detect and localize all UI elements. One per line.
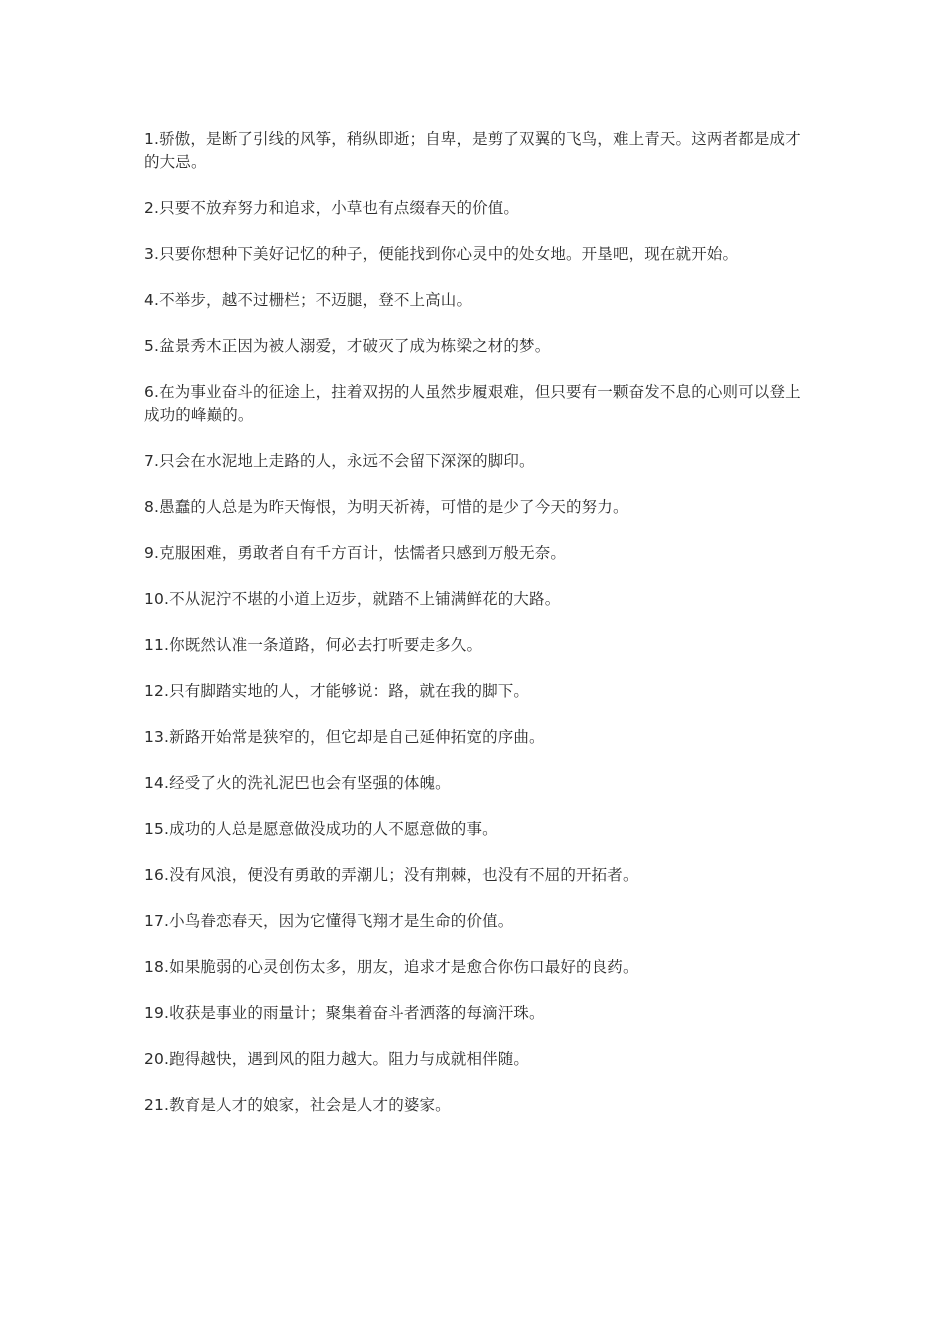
- quote-item-9: 9.克服困难，勇敢者自有千方百计，怯懦者只感到万般无奈。: [144, 544, 566, 562]
- quote-list: [144, 128, 804, 1140]
- quote-item-11: 11.你既然认准一条道路，何必去打听要走多久。: [144, 636, 483, 654]
- quote-item-13: 13.新路开始常是狭窄的，但它却是自己延伸拓宽的序曲。: [144, 728, 545, 746]
- quote-item-15: 15.成功的人总是愿意做没成功的人不愿意做的事。: [144, 820, 498, 838]
- quote-item-16: 16.没有风浪，便没有勇敢的弄潮儿；没有荆棘，也没有不屈的开拓者。: [144, 866, 639, 884]
- quote-item-12: 12.只有脚踏实地的人，才能够说：路，就在我的脚下。: [144, 682, 530, 700]
- quote-item-14: 14.经受了火的洗礼泥巴也会有坚强的体魄。: [144, 774, 451, 792]
- quote-item-17: 17.小鸟眷恋春天，因为它懂得飞翔才是生命的价值。: [144, 912, 514, 930]
- quote-item-4: 4.不举步，越不过栅栏；不迈腿，登不上高山。: [144, 291, 473, 309]
- quote-item-8: 8.愚蠢的人总是为昨天悔恨，为明天祈祷，可惜的是少了今天的努力。: [144, 498, 629, 516]
- quote-item-21: 21.教育是人才的娘家，社会是人才的婆家。: [144, 1096, 451, 1114]
- quote-item-5: 5.盆景秀木正因为被人溺爱，才破灭了成为栋梁之材的梦。: [144, 337, 551, 355]
- quote-item-2: 2.只要不放弃努力和追求，小草也有点缀春天的价值。: [144, 199, 520, 217]
- quote-item-10: 10.不从泥泞不堪的小道上迈步，就踏不上铺满鲜花的大路。: [144, 590, 561, 608]
- quote-item-20: 20.跑得越快，遇到风的阻力越大。阻力与成就相伴随。: [144, 1050, 530, 1068]
- quote-item-1: 1.骄傲，是断了引线的风筝，稍纵即逝；自卑，是剪了双翼的飞鸟，难上青天。这两者都是成才的大忌。: [144, 130, 801, 171]
- quote-item-18: 18.如果脆弱的心灵创伤太多，朋友，追求才是愈合你伤口最好的良药。: [144, 958, 639, 976]
- quote-item-3: 3.只要你想种下美好记忆的种子，便能找到你心灵中的处女地。开垦吧，现在就开始。: [144, 245, 739, 263]
- quote-item-6: 6.在为事业奋斗的征途上，拄着双拐的人虽然步履艰难，但只要有一颗奋发不息的心则可以登上成功的峰巅的。: [144, 383, 801, 424]
- quote-item-19: 19.收获是事业的雨量计；聚集着奋斗者洒落的每滴汗珠。: [144, 1004, 545, 1022]
- quote-item-7: 7.只会在水泥地上走路的人，永远不会留下深深的脚印。: [144, 452, 535, 470]
